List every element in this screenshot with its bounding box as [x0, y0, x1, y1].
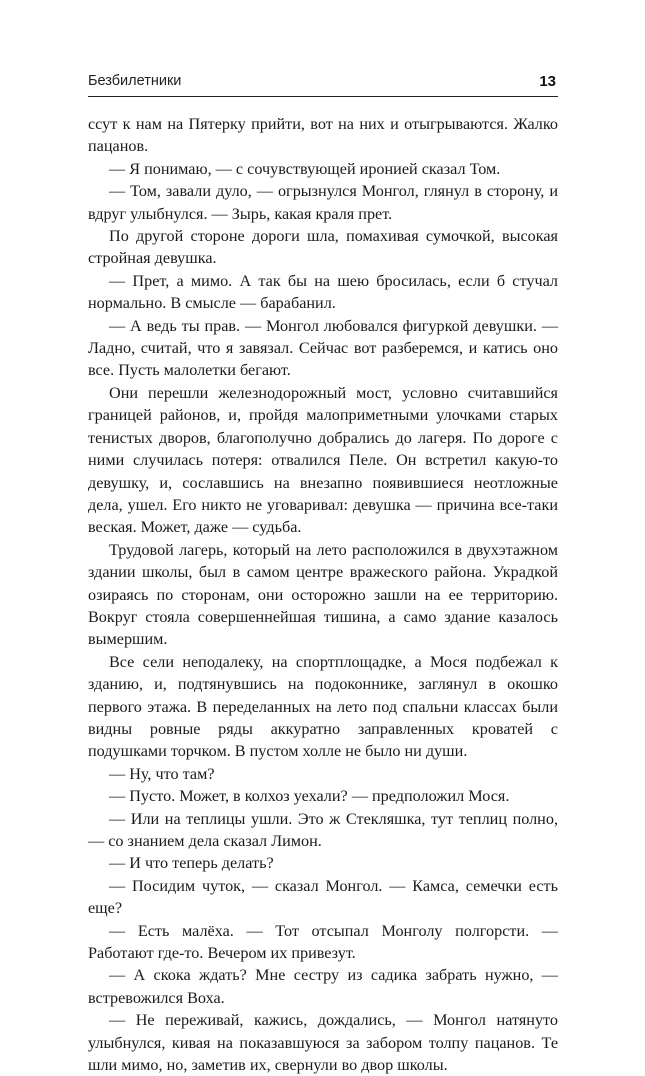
paragraph: — Посидим чуток, — сказал Монгол. — Камса, семечки есть еще?	[88, 876, 558, 918]
paragraph: Все сели неподалеку, на спортплощадке, а Мося подбежал к зданию, и, подтянувшись на подоконнике, заглянул в окошко первого этажа. В переделанных на лето под спальни классах были видны ровные ряды аккуратно заправленных кроватей с подушками торчком. В пустом холле не было ни души.	[88, 652, 558, 761]
paragraph: — Ну, что там?	[109, 764, 215, 783]
paragraph: — Или на теплицы ушли. Это ж Стекляшка, тут теплиц полно, — со знанием дела сказал Лимон.	[88, 809, 558, 850]
body-text	[88, 113, 558, 1076]
paragraph: По другой стороне дороги шла, помахивая сумочкой, высокая стройная девушка.	[88, 227, 558, 268]
paragraph: — Пусто. Может, в колхоз уехали? — предположил Мося.	[109, 787, 510, 806]
paragraph: Они перешли железнодорожный мост, условно считавшийся границей районов, и, пройдя малоприметными улочками старых тенистых дворов, благополучно добрались до лагеря. По дороге с ними случилась потеря: отвалился Пеле. Он встретил какую-то девушку, и, сославшись на внезапно появившиеся неотложные дела, ушел. Его никто не уговаривал: девушка — причина все-таки веская. Может, даже — судьба.	[88, 383, 558, 537]
running-header	[88, 73, 558, 95]
running-title: Безбилетники	[88, 73, 182, 89]
page-number: 13	[539, 73, 556, 90]
paragraph: — Том, завали дуло, — огрызнулся Монгол, глянул в сторону, и вдруг улыбнулся. — Зырь, какая краля прет.	[88, 182, 558, 223]
paragraph: ссут к нам на Пятерку прийти, вот на них и отыгрываются. Жалко пацанов.	[88, 115, 558, 156]
paragraph: — А ведь ты прав. — Монгол любовался фигуркой девушки. — Ладно, считай, что я завязал. Сейчас вот разберемся, и катись оно все. Пусть малолетки бегают.	[88, 316, 558, 380]
paragraph: — Есть малёха. — Тот отсыпал Монголу полгорсти. — Работают где-то. Вечером их привезут.	[88, 921, 558, 963]
paragraph: Трудовой лагерь, который на лето расположился в двухэтажном здании школы, был в самом центре вражеского района. Украдкой озираясь по сторонам, они осторожно зашли на ее территорию. Вокруг стояла совершеннейшая тишина, а само здание казалось вымершим.	[88, 540, 558, 649]
paragraph: — И что теперь делать?	[109, 854, 274, 873]
paragraph: — А скока ждать? Мне сестру из садика забрать нужно, — встревожился Воха.	[88, 966, 558, 1007]
paragraph: — Прет, а мимо. А так бы на шею бросилась, если б стучал нормально. В смысле — барабанил.	[88, 271, 558, 313]
header-rule	[88, 96, 558, 97]
paragraph: — Я понимаю, — с сочувствующей иронией сказал Том.	[109, 159, 501, 178]
paragraph: — Не переживай, кажись, дождались, — Монгол натянуто улыбнулся, кивая на показавшуюся за забором толпу пацанов. Те шли мимо, но, заметив их, свернули во двор школы.	[88, 1011, 558, 1075]
